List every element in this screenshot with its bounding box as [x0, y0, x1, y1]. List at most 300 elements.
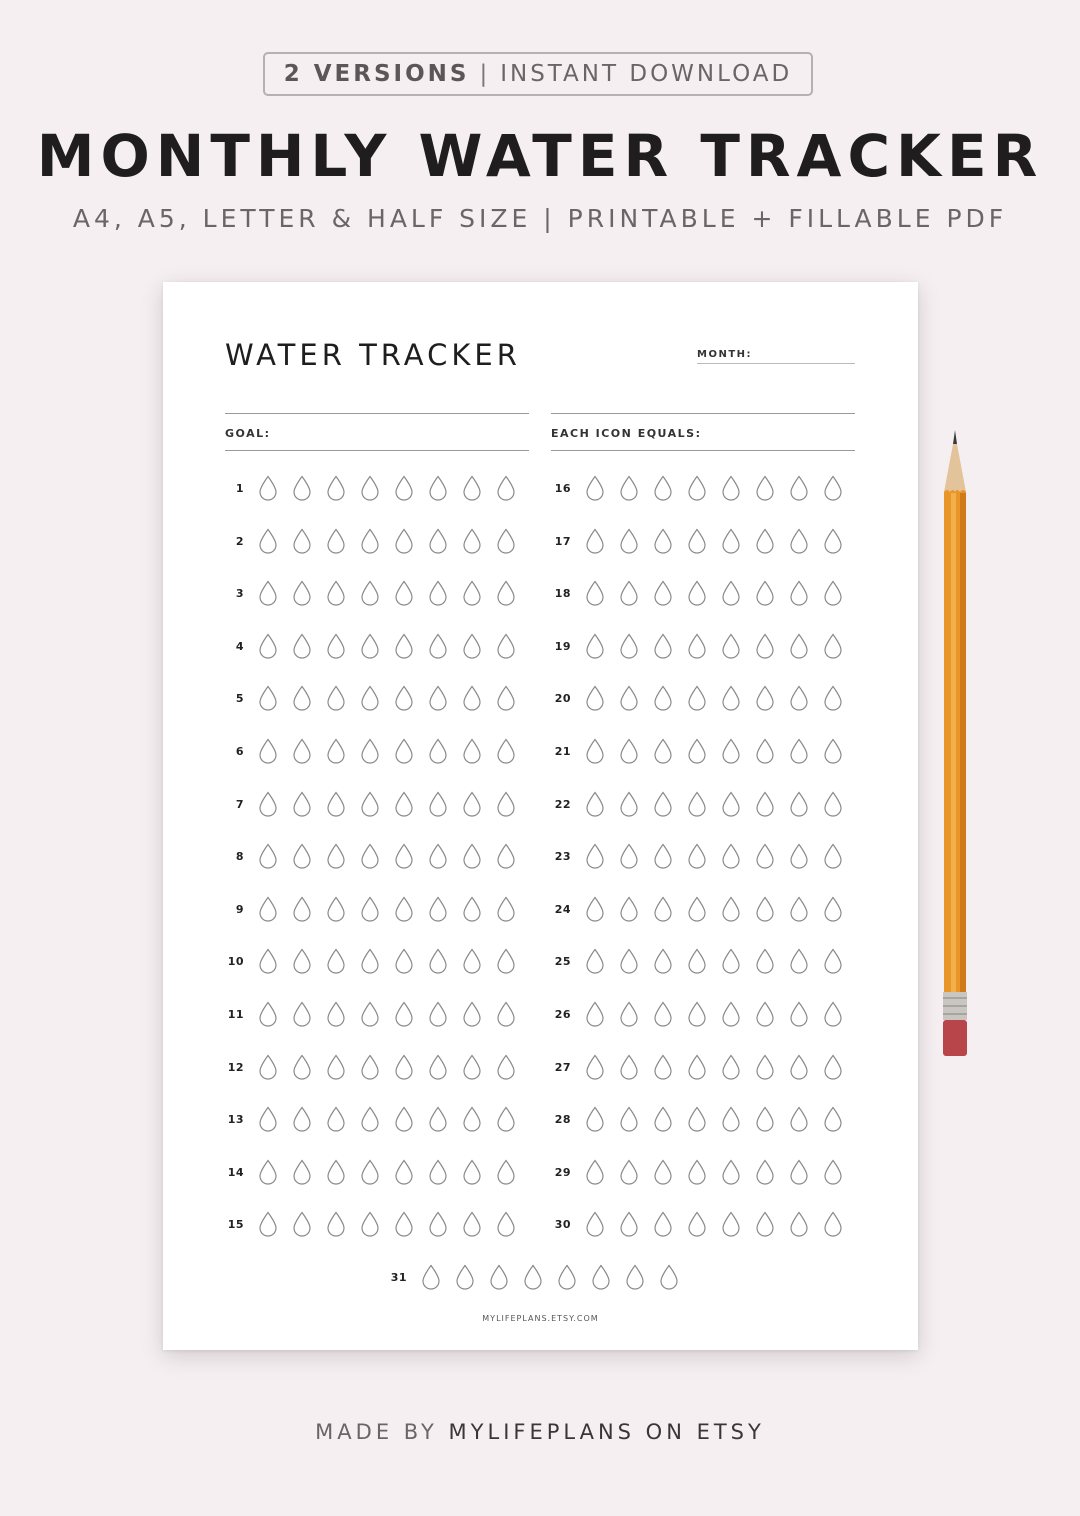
icon-top-rule: [551, 413, 855, 414]
water-drop-icon[interactable]: [789, 791, 809, 817]
water-drop-icon[interactable]: [428, 475, 448, 501]
water-drop-icon[interactable]: [360, 1054, 380, 1080]
water-drop-icon[interactable]: [394, 685, 414, 711]
water-drop-icon[interactable]: [258, 1001, 278, 1027]
water-drop-icon[interactable]: [428, 948, 448, 974]
water-drop-icon[interactable]: [394, 791, 414, 817]
water-drop-icon[interactable]: [258, 475, 278, 501]
water-drop-icon[interactable]: [326, 633, 346, 659]
water-drop-icon[interactable]: [619, 1054, 639, 1080]
water-drop-icon[interactable]: [585, 791, 605, 817]
water-drop-icon[interactable]: [789, 1054, 809, 1080]
water-drop-icon[interactable]: [721, 528, 741, 554]
water-drop-icon[interactable]: [326, 948, 346, 974]
day-number: 11: [227, 1007, 244, 1021]
month-label: MONTH:: [697, 349, 753, 360]
day-row: [549, 683, 857, 713]
day-number: 5: [235, 691, 244, 705]
water-drop-icon[interactable]: [292, 948, 312, 974]
water-drop-icon[interactable]: [653, 633, 673, 659]
water-drop-icon[interactable]: [789, 685, 809, 711]
water-drop-icon[interactable]: [428, 1001, 448, 1027]
water-drop-icon[interactable]: [619, 1211, 639, 1237]
water-drop-icon[interactable]: [687, 843, 707, 869]
water-drop-icon[interactable]: [462, 528, 482, 554]
versions-badge: [263, 52, 813, 96]
water-drop-icon[interactable]: [653, 843, 673, 869]
water-drop-icon[interactable]: [326, 1106, 346, 1132]
water-drop-icon[interactable]: [462, 738, 482, 764]
water-drop-icon[interactable]: [394, 1054, 414, 1080]
goal-label: GOAL:: [225, 427, 271, 440]
water-drop-icon[interactable]: [394, 738, 414, 764]
water-drop-icon[interactable]: [619, 633, 639, 659]
water-drop-icon[interactable]: [292, 843, 312, 869]
day-number: 4: [235, 639, 244, 653]
water-drop-icon[interactable]: [619, 685, 639, 711]
water-drop-icon[interactable]: [823, 685, 843, 711]
water-drop-icon[interactable]: [619, 738, 639, 764]
water-drop-icon[interactable]: [721, 1106, 741, 1132]
water-drop-icon[interactable]: [462, 633, 482, 659]
water-drop-icon[interactable]: [462, 1159, 482, 1185]
water-drop-icon[interactable]: [653, 475, 673, 501]
water-drop-icon[interactable]: [585, 1106, 605, 1132]
water-drop-icon[interactable]: [394, 1211, 414, 1237]
day-row: [222, 946, 530, 976]
water-drop-icon[interactable]: [755, 1159, 775, 1185]
water-drop-icon[interactable]: [360, 528, 380, 554]
water-drop-icon[interactable]: [455, 1264, 475, 1290]
water-drop-icon[interactable]: [462, 580, 482, 606]
water-drop-icon[interactable]: [659, 1264, 679, 1290]
water-drop-icon[interactable]: [653, 685, 673, 711]
water-drop-icon[interactable]: [394, 843, 414, 869]
water-drop-icon[interactable]: [428, 685, 448, 711]
water-drop-icon[interactable]: [360, 843, 380, 869]
day-number: 22: [554, 797, 571, 811]
water-drop-icon[interactable]: [496, 948, 516, 974]
goal-field[interactable]: [225, 450, 529, 451]
water-drop-icon[interactable]: [258, 791, 278, 817]
water-drop-icon[interactable]: [496, 896, 516, 922]
water-drop-icon[interactable]: [326, 1001, 346, 1027]
water-drop-icon[interactable]: [292, 633, 312, 659]
water-drop-icon[interactable]: [687, 738, 707, 764]
water-drop-icon[interactable]: [326, 791, 346, 817]
water-drop-icon[interactable]: [653, 738, 673, 764]
water-drop-icon[interactable]: [585, 1159, 605, 1185]
water-drop-icon[interactable]: [687, 528, 707, 554]
water-drop-icon[interactable]: [823, 896, 843, 922]
water-drop-icon[interactable]: [360, 1001, 380, 1027]
water-drop-icon[interactable]: [721, 633, 741, 659]
water-drop-icon[interactable]: [585, 580, 605, 606]
water-drop-icon[interactable]: [496, 791, 516, 817]
water-drop-icon[interactable]: [462, 791, 482, 817]
water-drop-icon[interactable]: [789, 738, 809, 764]
water-drop-icon[interactable]: [687, 948, 707, 974]
water-drop-icon[interactable]: [721, 1001, 741, 1027]
water-drop-icon[interactable]: [823, 791, 843, 817]
water-drop-icon[interactable]: [428, 633, 448, 659]
water-drop-icon[interactable]: [292, 685, 312, 711]
water-drop-icon[interactable]: [394, 475, 414, 501]
water-drop-icon[interactable]: [653, 1159, 673, 1185]
water-drop-icon[interactable]: [721, 896, 741, 922]
water-drop-icon[interactable]: [755, 738, 775, 764]
water-drop-icon[interactable]: [653, 1106, 673, 1132]
water-drop-icon[interactable]: [619, 475, 639, 501]
water-drop-icon[interactable]: [585, 948, 605, 974]
water-drop-icon[interactable]: [755, 843, 775, 869]
water-drop-icon[interactable]: [258, 1211, 278, 1237]
water-drop-icon[interactable]: [394, 1159, 414, 1185]
water-drop-icon[interactable]: [789, 1211, 809, 1237]
water-drop-icon[interactable]: [428, 1159, 448, 1185]
water-drop-icon[interactable]: [755, 1001, 775, 1027]
water-drop-icon[interactable]: [687, 475, 707, 501]
water-drop-icon[interactable]: [755, 791, 775, 817]
water-drop-icon[interactable]: [755, 633, 775, 659]
water-drop-icon[interactable]: [462, 475, 482, 501]
day-number: 10: [227, 954, 244, 968]
day-row: [549, 736, 857, 766]
water-drop-icon[interactable]: [721, 791, 741, 817]
water-drop-icon[interactable]: [258, 685, 278, 711]
water-drop-icon[interactable]: [721, 843, 741, 869]
water-drop-icon[interactable]: [326, 528, 346, 554]
water-drop-icon[interactable]: [394, 1106, 414, 1132]
water-drop-icon[interactable]: [428, 1054, 448, 1080]
water-drop-icon[interactable]: [292, 896, 312, 922]
day-row: [549, 789, 857, 819]
day-number: 14: [227, 1165, 244, 1179]
water-drop-icon[interactable]: [292, 1211, 312, 1237]
water-drop-icon[interactable]: [428, 843, 448, 869]
day-row: [549, 946, 857, 976]
water-drop-icon[interactable]: [360, 633, 380, 659]
day-row: [222, 473, 530, 503]
day-number: 19: [554, 639, 571, 653]
water-drop-icon[interactable]: [258, 633, 278, 659]
day-row: [222, 578, 530, 608]
water-drop-icon[interactable]: [653, 948, 673, 974]
water-drop-icon[interactable]: [496, 528, 516, 554]
water-drop-icon[interactable]: [496, 1159, 516, 1185]
water-drop-icon[interactable]: [653, 791, 673, 817]
water-drop-icon[interactable]: [755, 896, 775, 922]
day-number: 20: [554, 691, 571, 705]
water-drop-icon[interactable]: [421, 1264, 441, 1290]
water-drop-icon[interactable]: [462, 948, 482, 974]
day-number: 26: [554, 1007, 571, 1021]
water-drop-icon[interactable]: [687, 685, 707, 711]
water-drop-icon[interactable]: [585, 1054, 605, 1080]
water-drop-icon[interactable]: [462, 896, 482, 922]
water-drop-icon[interactable]: [394, 580, 414, 606]
water-drop-icon[interactable]: [585, 633, 605, 659]
water-drop-icon[interactable]: [496, 1106, 516, 1132]
water-drop-icon[interactable]: [585, 1211, 605, 1237]
page-subtitle: A4, A5, LETTER & HALF SIZE | PRINTABLE + FILLABLE PDF: [72, 204, 1008, 233]
water-drop-icon[interactable]: [687, 580, 707, 606]
water-drop-icon[interactable]: [755, 1054, 775, 1080]
water-drop-icon[interactable]: [360, 948, 380, 974]
water-drop-icon[interactable]: [326, 896, 346, 922]
water-drop-icon[interactable]: [496, 1001, 516, 1027]
water-drop-icon[interactable]: [496, 475, 516, 501]
water-drop-icon[interactable]: [755, 528, 775, 554]
water-drop-icon[interactable]: [687, 1001, 707, 1027]
water-drop-icon[interactable]: [823, 738, 843, 764]
water-drop-icon[interactable]: [653, 528, 673, 554]
water-drop-icon[interactable]: [326, 580, 346, 606]
page-title: MONTHLY WATER TRACKER: [36, 122, 1044, 190]
water-drop-icon[interactable]: [360, 791, 380, 817]
day-number: 12: [227, 1060, 244, 1074]
water-drop-icon[interactable]: [258, 1054, 278, 1080]
water-drop-icon[interactable]: [496, 1211, 516, 1237]
tracker-sheet: [163, 282, 918, 1350]
water-drop-icon[interactable]: [755, 1106, 775, 1132]
water-drop-icon[interactable]: [653, 580, 673, 606]
water-drop-icon[interactable]: [428, 580, 448, 606]
water-drop-icon[interactable]: [625, 1264, 645, 1290]
water-drop-icon[interactable]: [292, 791, 312, 817]
water-drop-icon[interactable]: [687, 1211, 707, 1237]
water-drop-icon[interactable]: [326, 843, 346, 869]
day-row: [549, 999, 857, 1029]
water-drop-icon[interactable]: [619, 843, 639, 869]
water-drop-icon[interactable]: [755, 475, 775, 501]
pencil-icon: [938, 430, 972, 1060]
water-drop-icon[interactable]: [360, 1159, 380, 1185]
water-drop-icon[interactable]: [585, 475, 605, 501]
water-drop-icon[interactable]: [258, 580, 278, 606]
water-drop-icon[interactable]: [789, 633, 809, 659]
water-drop-icon[interactable]: [428, 738, 448, 764]
water-drop-icon[interactable]: [789, 1159, 809, 1185]
water-drop-icon[interactable]: [360, 896, 380, 922]
water-drop-icon[interactable]: [789, 1106, 809, 1132]
water-drop-icon[interactable]: [258, 896, 278, 922]
day-number: 8: [235, 849, 244, 863]
water-drop-icon[interactable]: [496, 580, 516, 606]
day-number: 30: [554, 1217, 571, 1231]
water-drop-icon[interactable]: [789, 896, 809, 922]
water-drop-icon[interactable]: [619, 791, 639, 817]
water-drop-icon[interactable]: [360, 475, 380, 501]
water-drop-icon[interactable]: [292, 475, 312, 501]
water-drop-icon[interactable]: [326, 475, 346, 501]
water-drop-icon[interactable]: [721, 1054, 741, 1080]
water-drop-icon[interactable]: [823, 475, 843, 501]
water-drop-icon[interactable]: [360, 685, 380, 711]
icon-equals-label: EACH ICON EQUALS:: [551, 427, 702, 440]
water-drop-icon[interactable]: [823, 1106, 843, 1132]
water-drop-icon[interactable]: [489, 1264, 509, 1290]
water-drop-icon[interactable]: [428, 1211, 448, 1237]
water-drop-icon[interactable]: [258, 1159, 278, 1185]
water-drop-icon[interactable]: [721, 1211, 741, 1237]
water-drop-icon[interactable]: [428, 1106, 448, 1132]
water-drop-icon[interactable]: [653, 1054, 673, 1080]
water-drop-icon[interactable]: [428, 528, 448, 554]
water-drop-icon[interactable]: [585, 1001, 605, 1027]
water-drop-icon[interactable]: [292, 738, 312, 764]
water-drop-icon[interactable]: [258, 843, 278, 869]
water-drop-icon[interactable]: [428, 896, 448, 922]
water-drop-icon[interactable]: [823, 1211, 843, 1237]
water-drop-icon[interactable]: [789, 580, 809, 606]
water-drop-icon[interactable]: [394, 1001, 414, 1027]
water-drop-icon[interactable]: [258, 1106, 278, 1132]
water-drop-icon[interactable]: [823, 948, 843, 974]
day-row: [549, 526, 857, 556]
water-drop-icon[interactable]: [496, 1054, 516, 1080]
water-drop-icon[interactable]: [326, 1211, 346, 1237]
day-row: [549, 473, 857, 503]
water-drop-icon[interactable]: [258, 738, 278, 764]
day-number: 31: [390, 1270, 407, 1284]
water-drop-icon[interactable]: [326, 1054, 346, 1080]
water-drop-icon[interactable]: [789, 948, 809, 974]
water-drop-icon[interactable]: [394, 948, 414, 974]
day-row: [222, 631, 530, 661]
water-drop-icon[interactable]: [823, 580, 843, 606]
water-drop-icon[interactable]: [585, 528, 605, 554]
water-drop-icon[interactable]: [619, 1001, 639, 1027]
water-drop-icon[interactable]: [789, 843, 809, 869]
water-drop-icon[interactable]: [721, 685, 741, 711]
water-drop-icon[interactable]: [721, 580, 741, 606]
day-row: [222, 1157, 530, 1187]
water-drop-icon[interactable]: [755, 580, 775, 606]
water-drop-icon[interactable]: [394, 896, 414, 922]
water-drop-icon[interactable]: [619, 528, 639, 554]
water-drop-icon[interactable]: [755, 1211, 775, 1237]
day-number: 9: [235, 902, 244, 916]
water-drop-icon[interactable]: [823, 843, 843, 869]
day-number: 7: [235, 797, 244, 811]
water-drop-icon[interactable]: [687, 791, 707, 817]
made-by-label: MADE BY: [315, 1420, 438, 1444]
water-drop-icon[interactable]: [326, 685, 346, 711]
water-drop-icon[interactable]: [292, 528, 312, 554]
water-drop-icon[interactable]: [721, 1159, 741, 1185]
water-drop-icon[interactable]: [462, 685, 482, 711]
water-drop-icon[interactable]: [292, 1106, 312, 1132]
water-drop-icon[interactable]: [687, 1054, 707, 1080]
water-drop-icon[interactable]: [721, 475, 741, 501]
water-drop-icon[interactable]: [360, 1106, 380, 1132]
water-drop-icon[interactable]: [755, 685, 775, 711]
water-drop-icon[interactable]: [557, 1264, 577, 1290]
water-drop-icon[interactable]: [292, 580, 312, 606]
water-drop-icon[interactable]: [585, 738, 605, 764]
water-drop-icon[interactable]: [619, 1159, 639, 1185]
water-drop-icon[interactable]: [360, 580, 380, 606]
water-drop-icon[interactable]: [462, 843, 482, 869]
water-drop-icon[interactable]: [496, 633, 516, 659]
sheet-title: WATER TRACKER: [225, 338, 521, 372]
day-row: [222, 526, 530, 556]
icon-equals-field[interactable]: [551, 450, 855, 451]
water-drop-icon[interactable]: [823, 1001, 843, 1027]
water-drop-icon[interactable]: [653, 896, 673, 922]
water-drop-icon[interactable]: [496, 685, 516, 711]
water-drop-icon[interactable]: [687, 896, 707, 922]
water-drop-icon[interactable]: [258, 948, 278, 974]
day-number: 1: [235, 481, 244, 495]
water-drop-icon[interactable]: [619, 580, 639, 606]
water-drop-icon[interactable]: [360, 738, 380, 764]
water-drop-icon[interactable]: [428, 791, 448, 817]
water-drop-icon[interactable]: [619, 896, 639, 922]
water-drop-icon[interactable]: [653, 1211, 673, 1237]
day-row: [549, 841, 857, 871]
water-drop-icon[interactable]: [258, 528, 278, 554]
water-drop-icon[interactable]: [523, 1264, 543, 1290]
day-number: 17: [554, 534, 571, 548]
water-drop-icon[interactable]: [462, 1106, 482, 1132]
water-drop-icon[interactable]: [823, 1159, 843, 1185]
water-drop-icon[interactable]: [462, 1211, 482, 1237]
water-drop-icon[interactable]: [789, 528, 809, 554]
water-drop-icon[interactable]: [360, 1211, 380, 1237]
water-drop-icon[interactable]: [292, 1001, 312, 1027]
water-drop-icon[interactable]: [789, 475, 809, 501]
day-number: 24: [554, 902, 571, 916]
water-drop-icon[interactable]: [326, 738, 346, 764]
month-field[interactable]: [697, 363, 855, 364]
badge-separator: |: [479, 61, 491, 87]
day-number: 27: [554, 1060, 571, 1074]
water-drop-icon[interactable]: [585, 685, 605, 711]
water-drop-icon[interactable]: [326, 1159, 346, 1185]
water-drop-icon[interactable]: [619, 1106, 639, 1132]
water-drop-icon[interactable]: [687, 1106, 707, 1132]
water-drop-icon[interactable]: [585, 843, 605, 869]
water-drop-icon[interactable]: [462, 1001, 482, 1027]
water-drop-icon[interactable]: [394, 633, 414, 659]
day-number: 29: [554, 1165, 571, 1179]
water-drop-icon[interactable]: [721, 738, 741, 764]
water-drop-icon[interactable]: [496, 843, 516, 869]
water-drop-icon[interactable]: [496, 738, 516, 764]
water-drop-icon[interactable]: [591, 1264, 611, 1290]
water-drop-icon[interactable]: [823, 1054, 843, 1080]
water-drop-icon[interactable]: [653, 1001, 673, 1027]
water-drop-icon[interactable]: [394, 528, 414, 554]
water-drop-icon[interactable]: [687, 633, 707, 659]
water-drop-icon[interactable]: [721, 948, 741, 974]
water-drop-icon[interactable]: [292, 1054, 312, 1080]
water-drop-icon[interactable]: [462, 1054, 482, 1080]
day-row: [549, 631, 857, 661]
water-drop-icon[interactable]: [619, 948, 639, 974]
water-drop-icon[interactable]: [687, 1159, 707, 1185]
water-drop-icon[interactable]: [755, 948, 775, 974]
day-row: [549, 1052, 857, 1082]
water-drop-icon[interactable]: [585, 896, 605, 922]
water-drop-icon[interactable]: [823, 633, 843, 659]
water-drop-icon[interactable]: [292, 1159, 312, 1185]
water-drop-icon[interactable]: [823, 528, 843, 554]
day-number: 15: [227, 1217, 244, 1231]
water-drop-icon[interactable]: [789, 1001, 809, 1027]
